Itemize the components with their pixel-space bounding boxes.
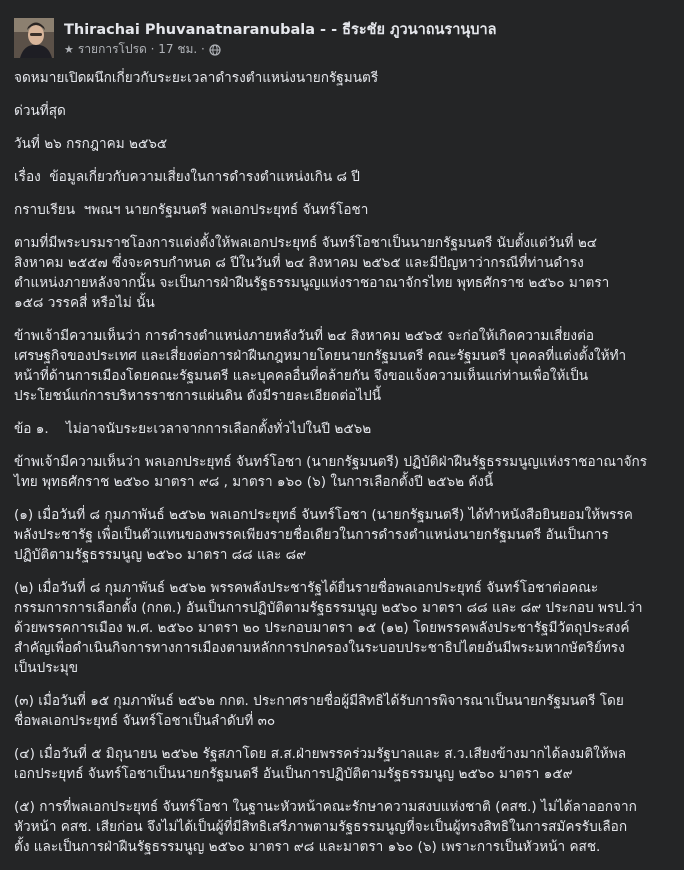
subject-line: เรื่อง ข้อมูลเกี่ยวกับความเสี่ยงในการดำรงตำแหน่งเกิน ๘ ปี [14,169,360,185]
avatar[interactable] [14,18,54,58]
list-item: (๓) เมื่อวันที่ ๑๕ กุมภาพันธ์ ๒๕๖๒ กกต. ประกาศรายชื่อผู้มีสิทธิได้รับการพิจารณาเป็นนายกรัฐมนตรี โดย ชื่อพลเอกประยุทธ์ จันทร์โอชาเป็นลำดับที่ ๓๐ [14,693,624,729]
post-body [14,68,674,870]
globe-icon[interactable] [209,44,221,56]
post-meta [64,40,221,59]
list-item: (๑) เมื่อวันที่ ๘ กุมภาพันธ์ ๒๕๖๒ พลเอกประยุทธ์ จันทร์โอชา (นายกรัฐมนตรี) ได้ทำหนังสือยินยอมให้พรรค พลังประชารัฐ เพื่อเป็นตัวแทนของพรรคเพียงรายชื่อเดียวในการดำรงตำแหน่งนายกรัฐมนตรี อันเป็นการ ปฏิบัติตามรัฐธรรมนูญ ๒๕๖๐ มาตรา ๘๘ และ ๘๙ [14,507,633,563]
list-item: (๒) เมื่อวันที่ ๘ กุมภาพันธ์ ๒๕๖๒ พรรคพลังประชารัฐได้ยื่นรายชื่อพลเอกประยุทธ์ จันทร์โอชาต่อคณะ กรรมการการเลือกตั้ง (กกต.) อันเป็นการปฏิบัติตามรัฐธรรมนูญ ๒๕๖๐ มาตรา ๘๘ และ ๘๙ ประกอบ พรป.ว่า ด้วยพรรคการเมือง พ.ศ. ๒๕๖๐ มาตรา ๒๐ ประกอบมาตรา ๑๕ (๑๒) โดยพรรคพลังประชารัฐมีวัตถุประสงค์ สำคัญเพื่อดำเนินกิจการทางการเมืองตามหลักการปกครองในระบอบประชาธิปไตยอันมีพระมหากษัตริย์ทรง เป็นประมุข [14,580,643,676]
body-paragraph: ข้าพเจ้ามีความเห็นว่า พลเอกประยุทธ์ จันทร์โอชา (นายกรัฐมนตรี) ปฏิบัติฝ่าฝืนรัฐธรรมนูญแห่งราชอาณาจักร ไทย พุทธศักราช ๒๕๖๐ มาตรา ๙๘ , มาตรา ๑๖๐ (๖) ในการเลือกตั้งปี ๒๕๖๒ ดังนี้ [14,454,648,490]
urgency-line: ด่วนที่สุด [14,103,66,119]
list-item: (๕) การที่พลเอกประยุทธ์ จันทร์โอชา ในฐานะหัวหน้าคณะรักษาความสงบแห่งชาติ (คสช.) ไม่ได้ลาออกจาก หัวหน้า คสช. เสียก่อน จึงไม่ได้เป็นผู้ที่มีสิทธิเสรีภาพตามรัฐธรรมนูญที่จะเป็นผู้ทรงสิทธิในการสมัครรับเลือก ตั้ง และเป็นการฝ่าฝืนรัฐธรรมนูญ ๒๕๖๐ มาตรา ๙๘ และมาตรา ๑๖๐ (๖) เพราะการเป็นหัวหน้า คสช. [14,799,637,855]
profile-photo-icon [14,18,54,58]
author-name[interactable]: Thirachai Phuvanatnaranubala - - ธีระชัย ภูวนาถนรานุบาล [64,22,497,38]
salutation-line: กราบเรียน ฯพณฯ นายกรัฐมนตรี พลเอกประยุทธ์ จันทร์โอชา [14,202,369,218]
letter-title: จดหมายเปิดผนึกเกี่ยวกับระยะเวลาดำรงตำแหน่งนายกรัฐมนตรี [14,70,379,86]
section-heading: ข้อ ๑. ไม่อาจนับระยะเวลาจากการเลือกตั้งทั่วไปในปี ๒๕๖๒ [14,421,372,437]
body-paragraph: ข้าพเจ้ามีความเห็นว่า การดำรงตำแหน่งภายหลังวันที่ ๒๔ สิงหาคม ๒๕๖๕ จะก่อให้เกิดความเสี่ยงต่อ เศรษฐกิจของประเทศ และเสี่ยงต่อการฝ่าฝืนกฎหมายโดยนายกรัฐมนตรี คณะรัฐมนตรี บุคคลที่แต่งตั้งให้ทำ หน้าที่ด้านการเมืองโดยคณะรัฐมนตรี และบุคคลอื่นที่คล้ายกัน จึงขอแจ้งความเห็นแก่ท่านเพื่อให้เป็น ประโยชน์แก่การบริหารราชการแผ่นดิน ดังมีรายละเอียดต่อไปนี้ [14,328,627,404]
date-line: วันที่ ๒๖ กรกฎาคม ๒๕๖๕ [14,136,168,152]
post-meta-text[interactable]: รายการโปรด · 17 ชม. · [77,42,205,56]
list-item: (๔) เมื่อวันที่ ๕ มิถุนายน ๒๕๖๒ รัฐสภาโดย ส.ส.ฝ่ายพรรคร่วมรัฐบาลและ ส.ว.เสียงข้างมากได้ลงมติให้พล เอกประยุทธ์ จันทร์โอชาเป็นนายกรัฐมนตรี อันเป็นการปฏิบัติตามรัฐธรรมนูญ ๒๕๖๐ มาตรา ๑๕๙ [14,746,627,782]
body-paragraph: ตามที่มีพระบรมราชโองการแต่งตั้งให้พลเอกประยุทธ์ จันทร์โอชาเป็นนายกรัฐมนตรี นับตั้งแต่วันที่ ๒๔ สิงหาคม ๒๕๕๗ ซึ่งจะครบกำหนด ๘ ปีในวันที่ ๒๔ สิงหาคม ๒๕๖๕ และมีปัญหาว่ากรณีที่ท่านดำรง ตำแหน่งภายหลังจากนั้น จะเป็นการฝ่าฝืนรัฐธรรมนูญแห่งราชอาณาจักรไทย พุทธศักราช ๒๕๖๐ มาตรา ๑๕๘ วรรคสี่ หรือไม่ นั้น [14,235,610,311]
post-header [14,14,664,58]
star-icon: ★ [64,43,74,56]
